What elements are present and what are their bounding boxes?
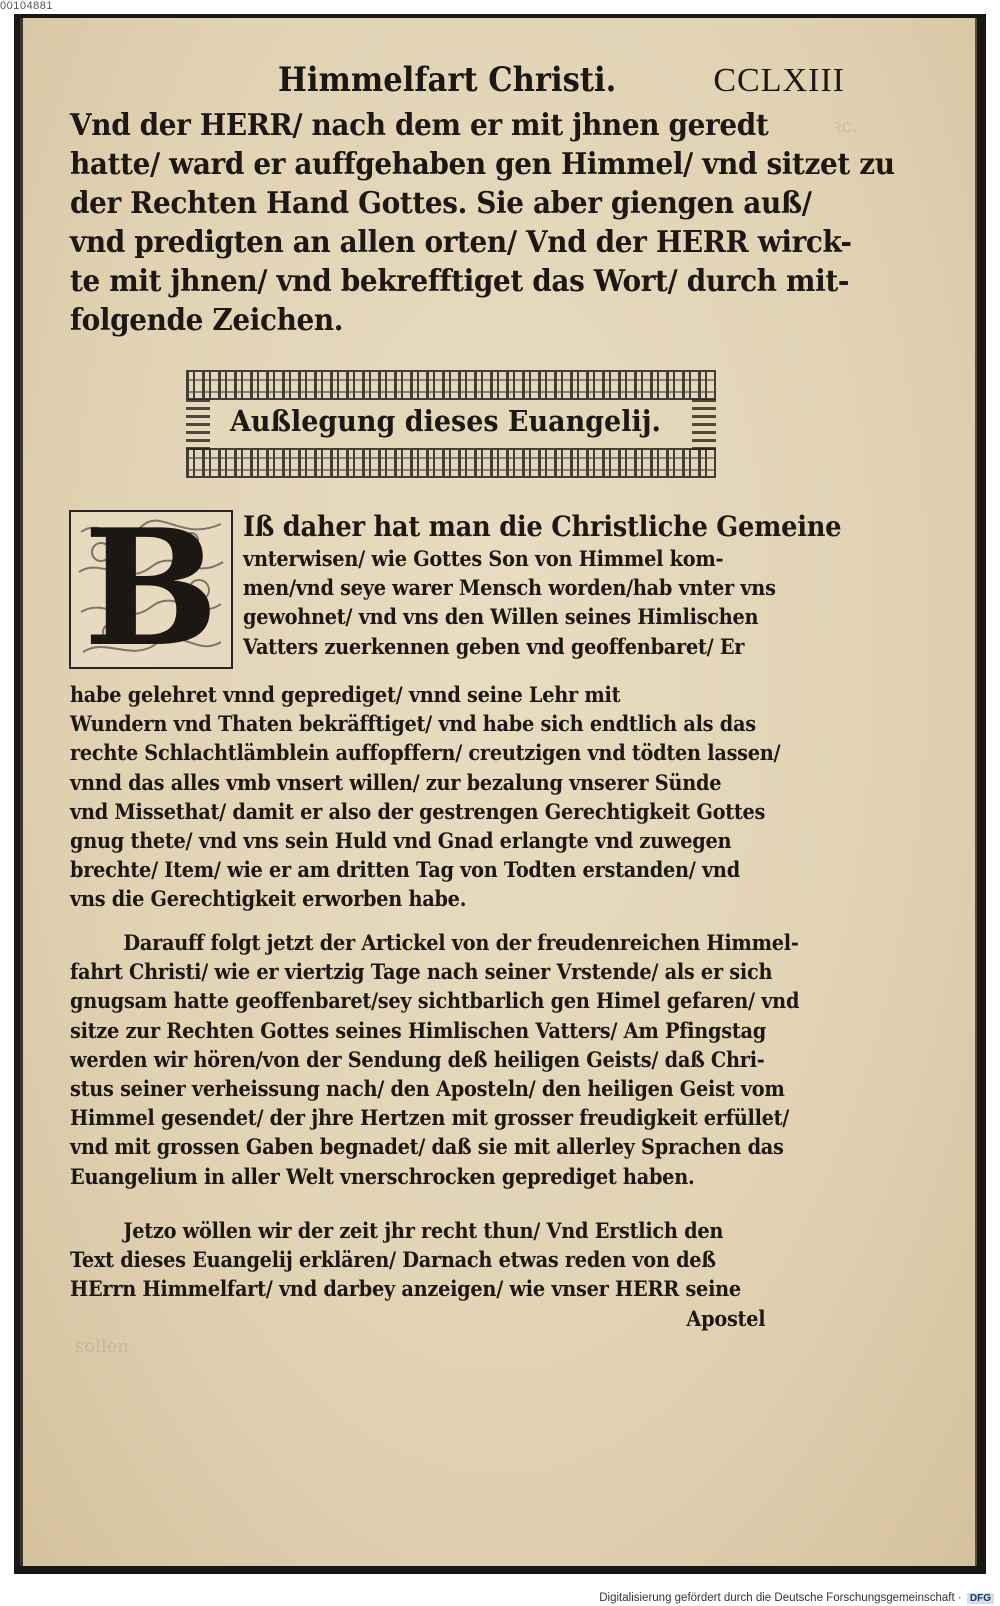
- paragraph-opening: [243, 510, 843, 661]
- footer-credit-text: Digitalisierung gefördert durch die Deutsche Forschungsgemeinschaft: [599, 1592, 955, 1604]
- text-line: Himmel gesendet/ der jhre Hertzen mit grosser freudigkeit erfüllet/: [70, 1105, 790, 1131]
- ornament-border-icon: [186, 370, 716, 400]
- ornamental-initial-icon: [69, 494, 233, 682]
- text-line: Wundern vnd Thaten bekräfftiget/ vnd habe sich endtlich als das: [70, 711, 756, 737]
- text-line: Vatters zuerkennen geben vnd geoffenbaret/ Er: [243, 633, 745, 659]
- text-line: vnnd das alles vmb vnsert willen/ zur bezalung vnserer Sünde: [70, 769, 722, 795]
- catchword: Apostel: [686, 1305, 766, 1331]
- paragraph-three: [70, 1216, 840, 1333]
- bleed-through: sollen: [75, 1336, 129, 1357]
- text-line: stus seiner verheissung nach/ den Aposteln/ den heiligen Geist vom: [70, 1076, 785, 1102]
- text-line: rechte Schlachtlämblein auffopffern/ creutzigen vnd tödten lassen/: [70, 740, 781, 766]
- text-line: Darauff folgt jetzt der Artickel von der freudenreichen Himmel-: [123, 930, 799, 955]
- text-line: gnug thete/ vnd vns sein Huld vnd Gnad erlangte vnd zuwegen: [70, 828, 732, 854]
- text-line: brechte/ Item/ wie er am dritten Tag von Todten erstanden/ vnd: [70, 857, 740, 883]
- text-line: vnd Missethat/ damit er also der gestrengen Gerechtigkeit Gottes: [70, 798, 766, 824]
- text-line: vnd mit grossen Gaben begnadet/ daß sie mit allerley Sprachen das: [70, 1134, 784, 1160]
- ornament-border-icon: [186, 448, 716, 478]
- text-line: der Rechten Hand Gottes. Sie aber giengen auß/: [70, 186, 812, 221]
- footer-credit: Digitalisierung gefördert durch die Deutsche Forschungsgemeinschaft · DFG: [599, 1592, 994, 1604]
- text-line: Text dieses Euangelij erklären/ Darnach etwas reden von deß: [70, 1247, 716, 1273]
- text-line: habe gelehret vnnd geprediget/ vnnd seine Lehr mit: [70, 682, 621, 707]
- text-line: Iß daher hat man die Christliche Gemeine: [243, 510, 842, 543]
- text-line: Vnd der HERR/ nach dem er mit jhnen geredt: [70, 108, 769, 143]
- text-line: hatte/ ward er auffgehaben gen Himmel/ vnd sitzet zu: [70, 147, 895, 182]
- paragraph-continuation: [70, 680, 840, 914]
- text-line: sitze zur Rechten Gottes seines Himlischen Vatters/ Am Pfingstag: [70, 1017, 767, 1043]
- text-line: vnd predigten an allen orten/ Vnd der HERR wirck-: [70, 225, 852, 260]
- text-line: Jetzo wöllen wir der zeit jhr recht thun/ Vnd Erstlich den: [123, 1218, 724, 1243]
- bleed-through: ꝛc.: [833, 116, 858, 137]
- text-line: gnugsam hatte geoffenbaret/sey sichtbarlich gen Himel gefaren/ vnd: [70, 988, 800, 1014]
- text-line: HErrn Himmelfart/ vnd darbey anzeigen/ wie vnser HERR seine: [70, 1276, 741, 1302]
- text-line: Euangelium in aller Welt vnerschrocken geprediget haben.: [70, 1163, 695, 1189]
- text-line: vns die Gerechtigkeit erworben habe.: [70, 886, 467, 912]
- text-line: fahrt Christi/ wie er viertzig Tage nach seiner Vrstende/ als er sich: [70, 959, 773, 985]
- book-page: [20, 18, 977, 1566]
- text-line: werden wir hören/von der Sendung deß heiligen Geists/ daß Chri-: [70, 1046, 765, 1072]
- text-line: men/vnd seye warer Mensch worden/hab vnter vns: [243, 575, 776, 601]
- ornament-border-icon: [186, 398, 210, 450]
- text-line: folgende Zeichen.: [70, 303, 344, 338]
- running-head: Himmelfart Christi.: [278, 60, 617, 100]
- text-line: gewohnet/ vnd vns den Willen seines Himlischen: [243, 604, 759, 630]
- page-header: [23, 56, 975, 106]
- initial-letter: B: [83, 494, 219, 682]
- text-line: vnterwisen/ wie Gottes Son von Himmel kom-: [243, 546, 724, 571]
- dfg-logo-icon: DFG: [967, 1593, 994, 1604]
- text-line: te mit jhnen/ vnd bekrefftiget das Wort/ durch mit-: [70, 264, 850, 299]
- folio-number: CCLXIII: [713, 62, 845, 99]
- ornamental-heading-frame: [186, 370, 716, 478]
- section-heading: Außlegung dieses Euangelij.: [230, 404, 661, 438]
- ornament-border-icon: [692, 398, 716, 450]
- paragraph-two: [70, 928, 840, 1191]
- scan-id-label: 00104881: [0, 0, 53, 12]
